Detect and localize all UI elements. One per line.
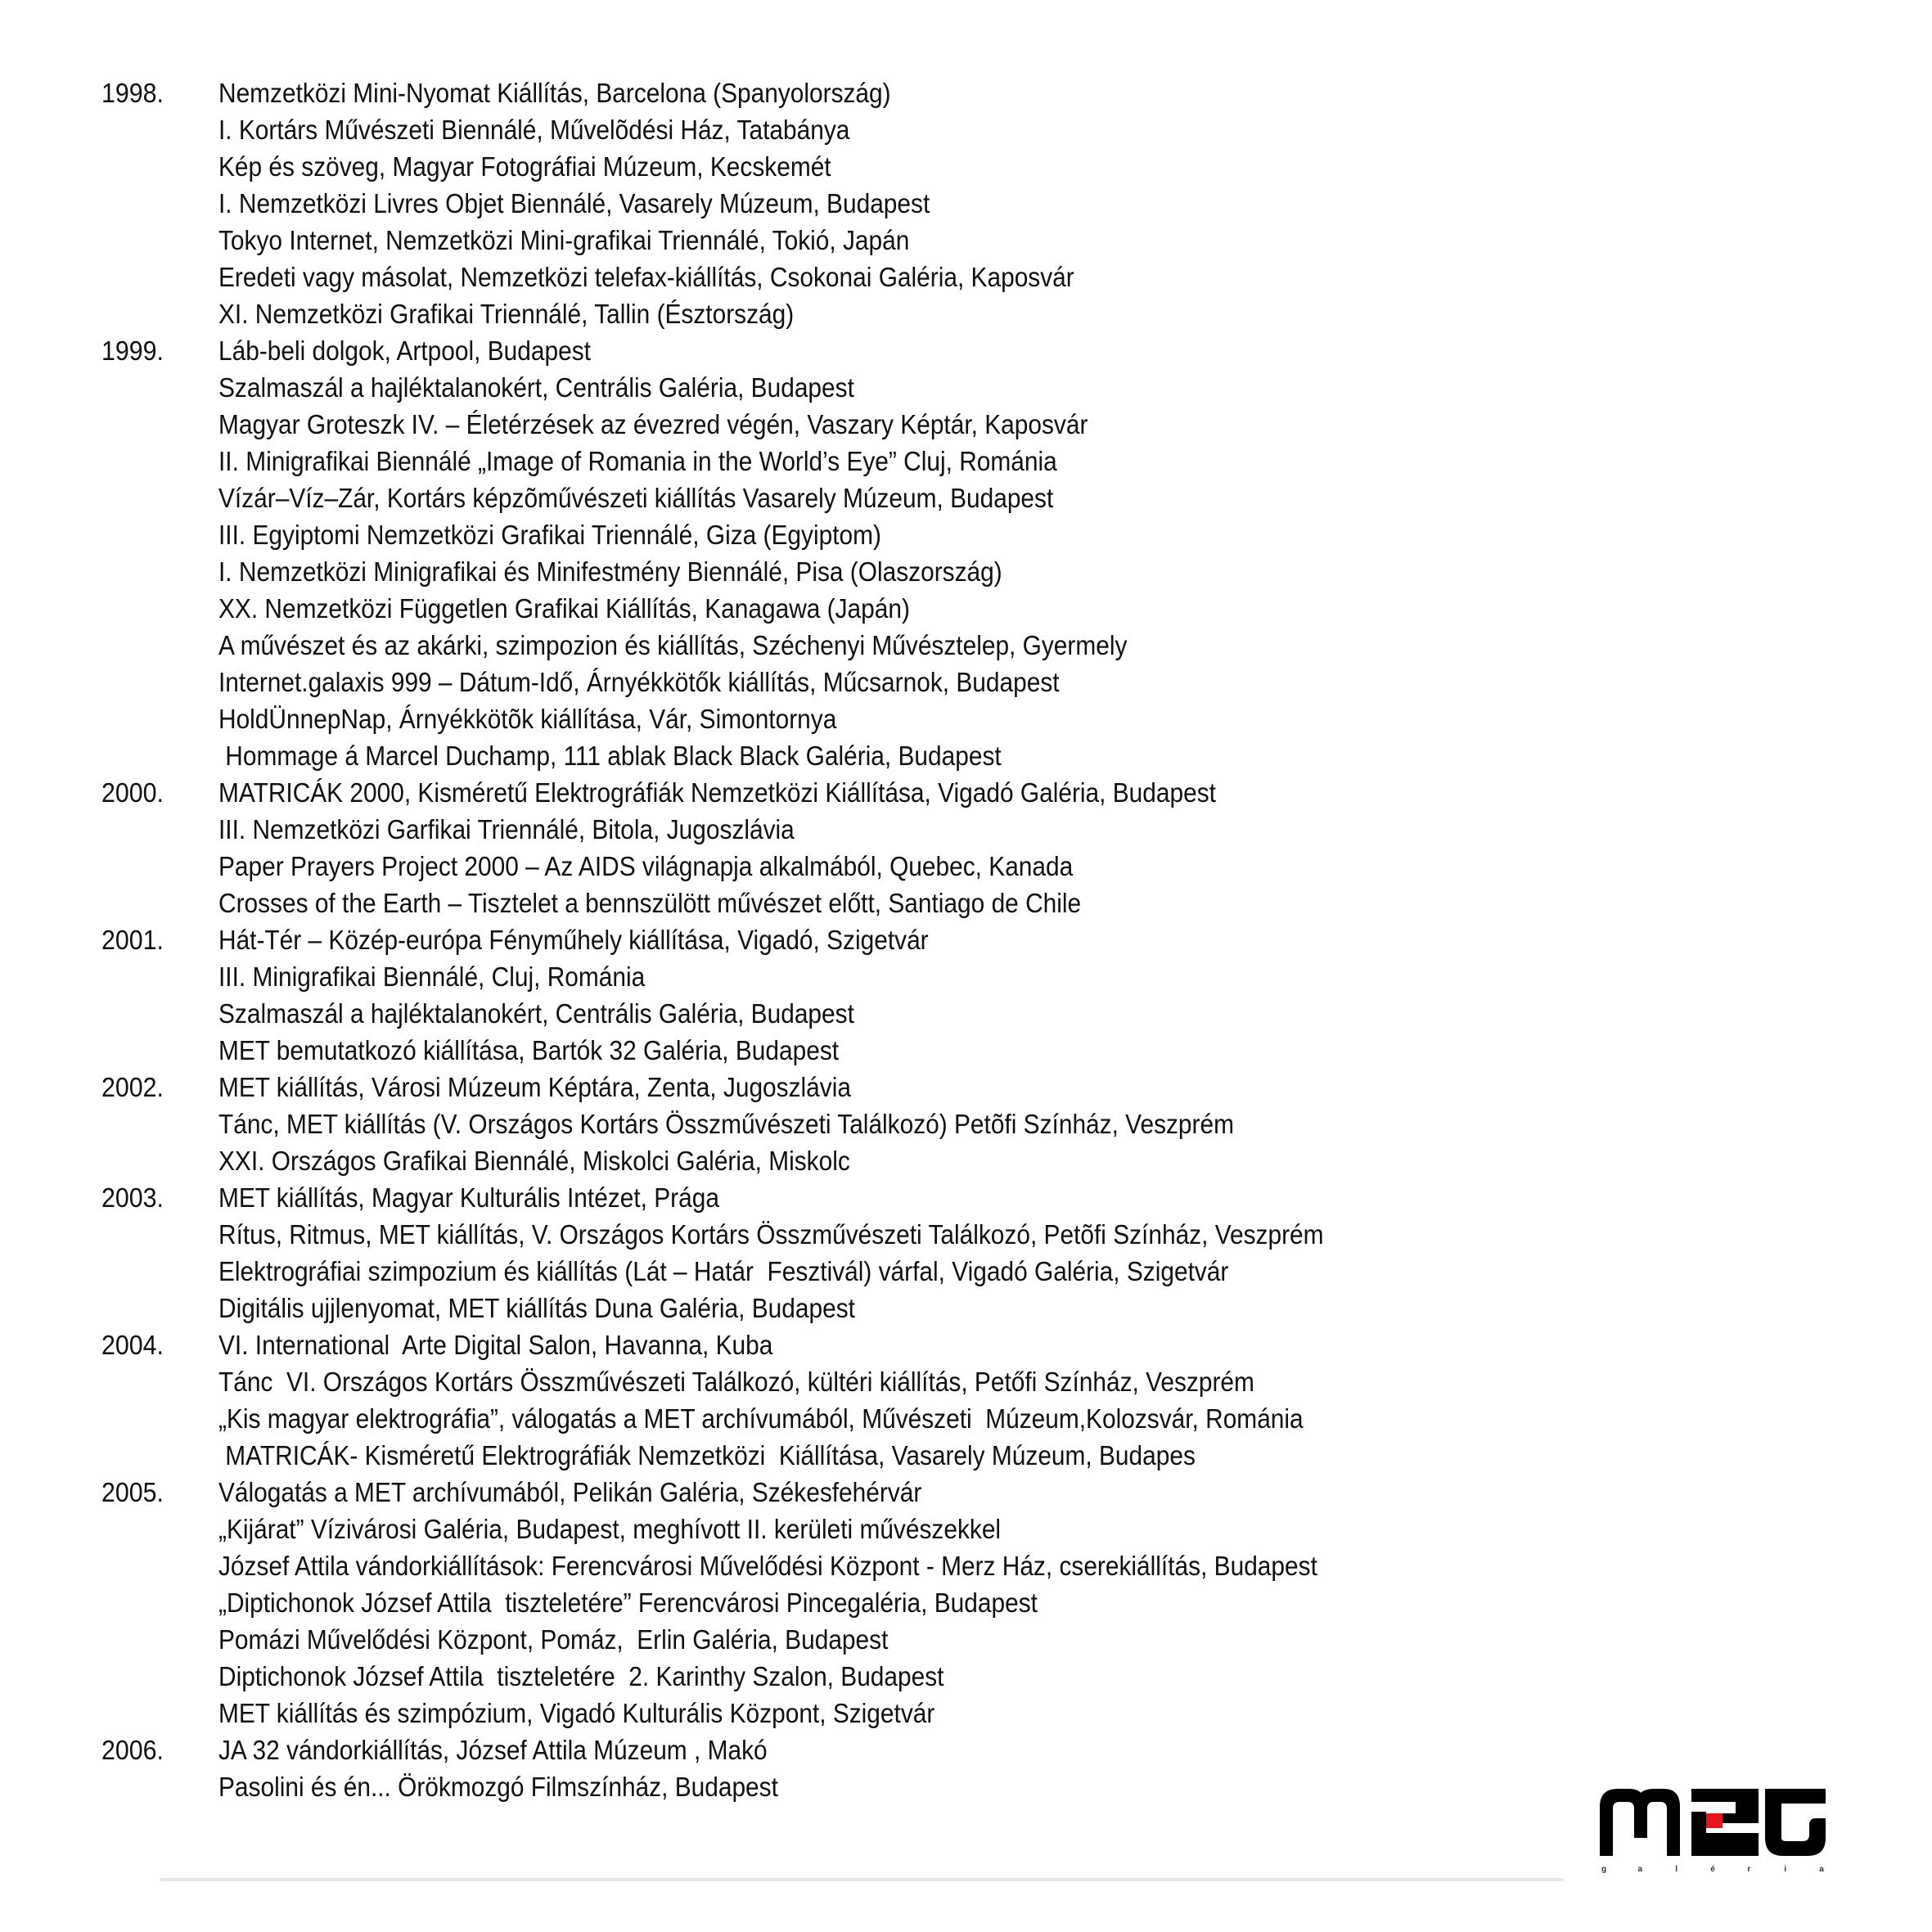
year-label: 2003. bbox=[101, 1182, 164, 1213]
exhibition-entry: Diptichonok József Attila tiszteletére 2. Karinthy Szalon, Budapest bbox=[218, 1661, 944, 1691]
logo-subtitle-letter: l bbox=[1675, 1865, 1678, 1874]
list-item bbox=[101, 1547, 1738, 1584]
list-item bbox=[101, 406, 1738, 443]
list-item bbox=[101, 1732, 1738, 1768]
exhibition-entry: Paper Prayers Project 2000 – Az AIDS világnapja alkalmából, Quebec, Kanada bbox=[218, 851, 1074, 881]
exhibition-entry: Tánc, MET kiállítás (V. Országos Kortárs Összművészeti Találkozó) Petõfi Színház, Veszprém bbox=[218, 1109, 1234, 1139]
exhibition-entry: MET bemutatkozó kiállítása, Bartók 32 Galéria, Budapest bbox=[218, 1035, 840, 1065]
list-item bbox=[101, 627, 1738, 664]
list-item bbox=[101, 1584, 1738, 1621]
exhibition-entry: VI. International Arte Digital Salon, Havanna, Kuba bbox=[218, 1330, 773, 1360]
logo-subtitle-letter: a bbox=[1637, 1865, 1643, 1874]
list-item bbox=[101, 1216, 1738, 1253]
list-item bbox=[101, 369, 1738, 406]
list-item bbox=[101, 1142, 1738, 1179]
list-item bbox=[101, 811, 1738, 848]
list-item bbox=[101, 921, 1738, 958]
list-item bbox=[101, 885, 1738, 921]
exhibition-entry: MATRICÁK 2000, Kisméretű Elektrográfiák Nemzetközi Kiállítása, Vigadó Galéria, Budapest bbox=[218, 777, 1216, 808]
list-item bbox=[101, 1290, 1738, 1326]
list-item bbox=[101, 664, 1738, 700]
year-group bbox=[101, 332, 1738, 774]
exhibition-entry: Szalmaszál a hajléktalanokért, Centrális Galéria, Budapest bbox=[218, 998, 854, 1029]
exhibition-entry: Internet.galaxis 999 – Dátum-Idő, Árnyékkötők kiállítás, Műcsarnok, Budapest bbox=[218, 667, 1060, 697]
exhibition-entry: XI. Nemzetközi Grafikai Triennálé, Tallin (Észtország) bbox=[218, 299, 795, 329]
exhibition-entry: József Attila vándorkiállítások: Ferencvárosi Művelődési Központ - Merz Ház, cserekiállítás, Budapest bbox=[218, 1551, 1317, 1581]
list-item bbox=[101, 1326, 1738, 1363]
exhibition-entry: Tokyo Internet, Nemzetközi Mini-grafikai Triennálé, Tokió, Japán bbox=[218, 225, 910, 255]
list-item bbox=[101, 1032, 1738, 1069]
exhibition-entry: JA 32 vándorkiállítás, József Attila Múzeum , Makó bbox=[218, 1735, 768, 1765]
exhibition-entry: Válogatás a MET archívumából, Pelikán Galéria, Székesfehérvár bbox=[218, 1477, 922, 1507]
list-item bbox=[101, 1768, 1738, 1805]
list-item bbox=[101, 1363, 1738, 1400]
exhibition-entry: I. Kortárs Művészeti Biennálé, Művelõdési Ház, Tatabánya bbox=[218, 115, 850, 145]
exhibition-entry: MET kiállítás, Magyar Kulturális Intézet, Prága bbox=[218, 1182, 719, 1213]
list-item bbox=[101, 1695, 1738, 1732]
year-group bbox=[101, 1326, 1738, 1474]
year-group bbox=[101, 774, 1738, 921]
list-item bbox=[101, 1179, 1738, 1216]
exhibition-entry: III. Nemzetközi Garfikai Triennálé, Bitola, Jugoszlávia bbox=[218, 814, 795, 844]
year-label: 2004. bbox=[101, 1330, 164, 1360]
exhibition-entry: „Diptichonok József Attila tiszteletére” Ferencvárosi Pincegaléria, Budapest bbox=[218, 1587, 1038, 1618]
list-item bbox=[101, 222, 1738, 259]
exhibition-entry: Láb-beli dolgok, Artpool, Budapest bbox=[218, 336, 591, 366]
list-item bbox=[101, 700, 1738, 737]
list-item bbox=[101, 516, 1738, 553]
exhibition-entry: XXI. Országos Grafikai Biennálé, Miskolci Galéria, Miskolc bbox=[218, 1146, 850, 1176]
year-group bbox=[101, 921, 1738, 1069]
logo-subtitle bbox=[1600, 1864, 1826, 1876]
list-item bbox=[101, 848, 1738, 885]
list-item bbox=[101, 480, 1738, 516]
year-group bbox=[101, 1179, 1738, 1326]
year-label: 2000. bbox=[101, 777, 164, 808]
footer-divider bbox=[160, 1878, 1564, 1881]
red-square-accent bbox=[1706, 1813, 1723, 1828]
year-label: 2006. bbox=[101, 1735, 164, 1765]
exhibition-entry: III. Egyiptomi Nemzetközi Grafikai Triennálé, Giza (Egyiptom) bbox=[218, 520, 881, 550]
list-item bbox=[101, 553, 1738, 590]
exhibition-entry: MET kiállítás, Városi Múzeum Képtára, Zenta, Jugoszlávia bbox=[218, 1072, 851, 1102]
exhibition-entry: Rítus, Ritmus, MET kiállítás, V. Országos Kortárs Összművészeti Találkozó, Petõfi Színház, Veszprém bbox=[218, 1219, 1324, 1250]
list-item bbox=[101, 774, 1738, 811]
year-group bbox=[101, 1069, 1738, 1179]
exhibition-entry: Nemzetközi Mini-Nyomat Kiállítás, Barcelona (Spanyolország) bbox=[218, 78, 891, 108]
logo-subtitle-letter: i bbox=[1784, 1865, 1787, 1874]
logo-subtitle-letter: a bbox=[1819, 1865, 1824, 1874]
logo-subtitle-letter: é bbox=[1710, 1865, 1715, 1874]
list-item bbox=[101, 148, 1738, 185]
exhibition-entry: Elektrográfiai szimpozium és kiállítás (Lát – Határ Fesztivál) várfal, Vigadó Galéria, Szigetvár bbox=[218, 1256, 1229, 1286]
list-item bbox=[101, 1106, 1738, 1142]
list-item bbox=[101, 1511, 1738, 1547]
exhibition-entry: Kép és szöveg, Magyar Fotográfiai Múzeum, Kecskemét bbox=[218, 151, 831, 182]
exhibition-entry: I. Nemzetközi Livres Objet Biennálé, Vasarely Múzeum, Budapest bbox=[218, 188, 930, 218]
exhibition-entry: Hommage á Marcel Duchamp, 111 ablak Black Black Galéria, Budapest bbox=[218, 741, 1002, 771]
list-item bbox=[101, 1400, 1738, 1437]
list-item bbox=[101, 590, 1738, 627]
list-item bbox=[101, 737, 1738, 774]
exhibition-entry: „Kijárat” Vízivárosi Galéria, Budapest, meghívott II. kerületi művészekkel bbox=[218, 1514, 1002, 1544]
list-item bbox=[101, 443, 1738, 480]
year-label: 2002. bbox=[101, 1072, 164, 1102]
exhibition-entry: Szalmaszál a hajléktalanokért, Centrális Galéria, Budapest bbox=[218, 372, 854, 403]
list-item bbox=[101, 1253, 1738, 1290]
year-label: 2001. bbox=[101, 925, 164, 955]
exhibition-entry: A művészet és az akárki, szimpozion és kiállítás, Széchenyi Művésztelep, Gyermely bbox=[218, 630, 1128, 660]
logo-subtitle-letter: g bbox=[1601, 1865, 1607, 1874]
list-item bbox=[101, 1658, 1738, 1695]
exhibition-entry: Hát-Tér – Közép-európa Fényműhely kiállítása, Vigadó, Szigetvár bbox=[218, 925, 929, 955]
met-galeria-logo bbox=[1600, 1789, 1826, 1880]
exhibition-entry: Pasolini és én... Örökmozgó Filmszínház, Budapest bbox=[218, 1772, 778, 1802]
list-item bbox=[101, 995, 1738, 1032]
exhibition-entry: HoldÜnnepNap, Árnyékkötõk kiállítása, Vár, Simontornya bbox=[218, 704, 837, 734]
list-item bbox=[101, 259, 1738, 295]
exhibition-entry: I. Nemzetközi Minigrafikai és Minifestmény Biennálé, Pisa (Olaszország) bbox=[218, 556, 1002, 587]
exhibition-entry: XX. Nemzetközi Független Grafikai Kiállítás, Kanagawa (Japán) bbox=[218, 593, 910, 624]
exhibition-entry: Eredeti vagy másolat, Nemzetközi telefax-kiállítás, Csokonai Galéria, Kaposvár bbox=[218, 262, 1074, 292]
exhibition-entry: III. Minigrafikai Biennálé, Cluj, Románia bbox=[218, 961, 646, 992]
list-item bbox=[101, 332, 1738, 369]
logo-subtitle-letter: r bbox=[1747, 1865, 1751, 1874]
exhibition-list bbox=[101, 74, 1738, 1805]
exhibition-entry: Pomázi Művelődési Központ, Pomáz, Erlin Galéria, Budapest bbox=[218, 1624, 889, 1655]
exhibition-entry: II. Minigrafikai Biennálé „Image of Romania in the World’s Eye” Cluj, Románia bbox=[218, 446, 1057, 476]
list-item bbox=[101, 1069, 1738, 1106]
exhibition-entry: „Kis magyar elektrográfia”, válogatás a MET archívumából, Művészeti Múzeum,Kolozsvár, Románia bbox=[218, 1403, 1304, 1434]
year-label: 2005. bbox=[101, 1477, 164, 1507]
met-logo-icon bbox=[1600, 1789, 1826, 1856]
exhibition-entry: Vízár–Víz–Zár, Kortárs képzõművészeti kiállítás Vasarely Múzeum, Budapest bbox=[218, 483, 1054, 513]
list-item bbox=[101, 1437, 1738, 1474]
exhibition-entry: MATRICÁK- Kisméretű Elektrográfiák Nemzetközi Kiállítása, Vasarely Múzeum, Budapes bbox=[218, 1440, 1196, 1470]
year-label: 1998. bbox=[101, 78, 164, 108]
exhibition-entry: Magyar Groteszk IV. – Életérzések az évezred végén, Vaszary Képtár, Kaposvár bbox=[218, 409, 1088, 439]
year-group bbox=[101, 1732, 1738, 1805]
year-group bbox=[101, 74, 1738, 332]
exhibition-entry: Tánc VI. Országos Kortárs Összművészeti Találkozó, kültéri kiállítás, Petőfi Színház, Veszprém bbox=[218, 1367, 1254, 1397]
list-item bbox=[101, 111, 1738, 148]
exhibition-entry: MET kiállítás és szimpózium, Vigadó Kulturális Központ, Szigetvár bbox=[218, 1698, 935, 1728]
exhibition-entry: Crosses of the Earth – Tisztelet a bennszülött művészet előtt, Santiago de Chile bbox=[218, 888, 1082, 918]
year-group bbox=[101, 1474, 1738, 1732]
list-item bbox=[101, 295, 1738, 332]
list-item bbox=[101, 74, 1738, 111]
list-item bbox=[101, 958, 1738, 995]
list-item bbox=[101, 185, 1738, 222]
year-label: 1999. bbox=[101, 336, 164, 366]
list-item bbox=[101, 1621, 1738, 1658]
list-item bbox=[101, 1474, 1738, 1511]
exhibition-entry: Digitális ujjlenyomat, MET kiállítás Duna Galéria, Budapest bbox=[218, 1293, 855, 1323]
